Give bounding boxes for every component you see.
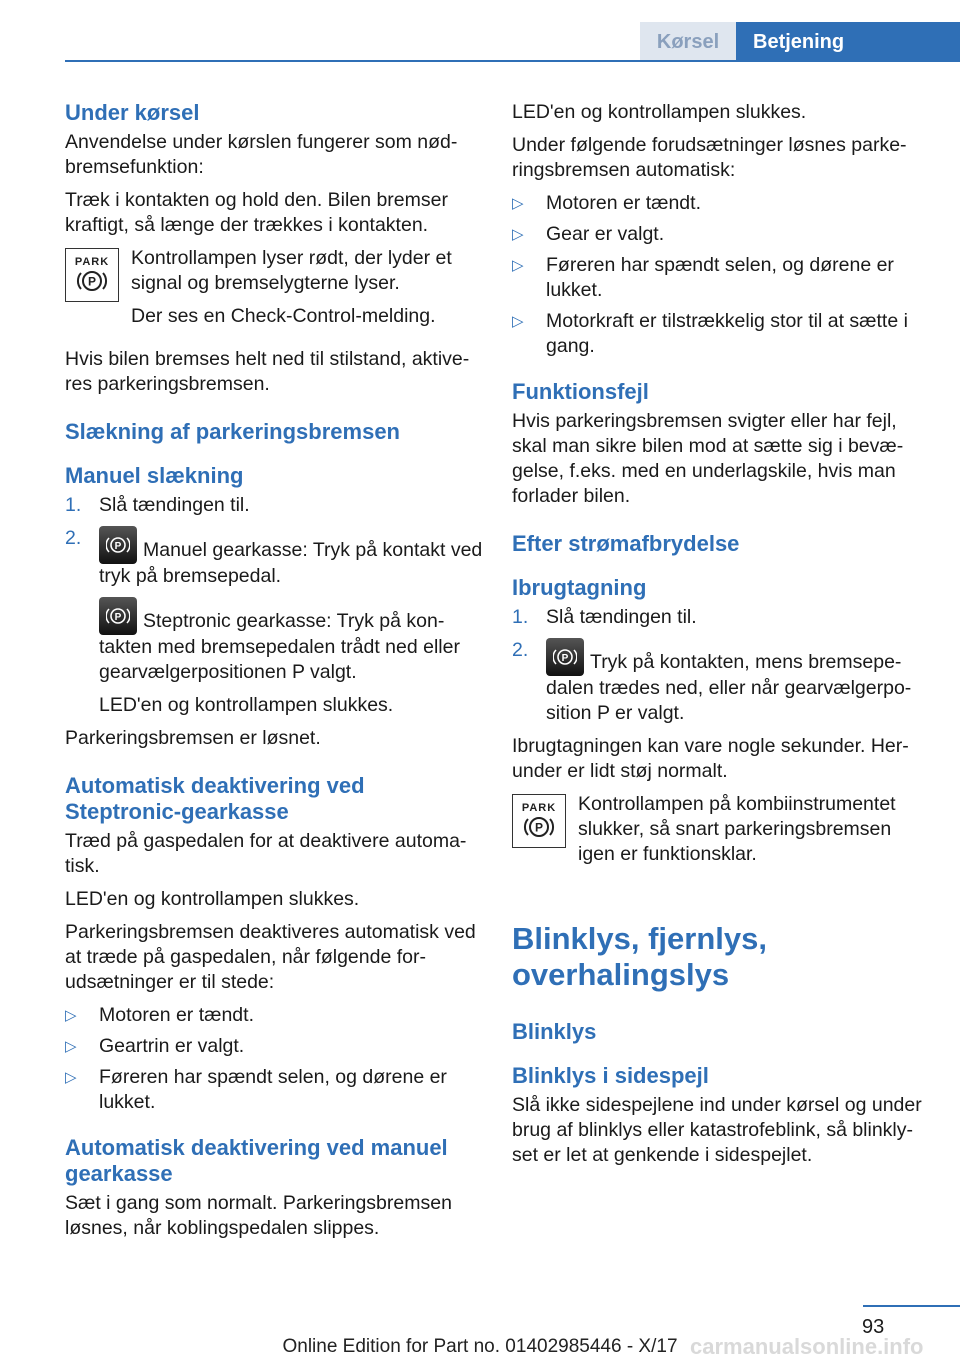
triangle-bullet-icon: ▷ [512,313,524,330]
list-item [65,526,483,589]
park-note [512,792,930,875]
step-text: Steptronic gearkasse: Tryk på kon-takten med bremsepedalen trådt ned eller gearvælgerpositionen P valgt. [99,610,460,683]
bullet-text: Motoren er tændt. [99,1004,254,1026]
header-rule [65,60,960,62]
paragraph: Træd på gaspedalen for at deaktivere automa-tisk. [65,830,467,877]
heading-auto-steptronic: Automatisk deaktivering ved Steptronic-gearkasse [65,773,365,824]
list-item [512,222,930,247]
paragraph: Sæt i gang som normalt. Parkeringsbremsen løsnes, når koblingspedalen slippes. [65,1192,452,1239]
step-subtext [99,597,483,685]
paragraph: Parkeringsbremsen deaktiveres automatisk ved at træde på gaspedalen, når følgende for-udsætninger er til stede: [65,921,476,993]
heading-slaekning: Slækning af parkeringsbremsen [65,419,400,444]
paragraph: Under følgende forudsætninger løsnes parke-ringsbremsen automatisk: [512,134,907,181]
step-number: 2. [65,527,82,549]
list-item [65,1034,483,1059]
svg-text:P: P [534,820,544,835]
triangle-bullet-icon: ▷ [512,195,524,212]
bullet-text: Føreren har spændt selen, og dørene er lukket. [546,254,894,301]
paragraph: Slå ikke sidespejlene ind under kørsel og under brug af blinklys eller katastrofeblink, så blinkly-set er let at genkende i sidespejlet. [512,1094,922,1166]
triangle-bullet-icon: ▷ [512,226,524,243]
heading-auto-manuel: Automatisk deaktivering ved manuel gearkasse [65,1135,448,1186]
list-item [65,493,483,518]
heading-ibrugtagning: Ibrugtagning [512,575,647,600]
park-label: PARK [74,256,110,268]
paragraph: Anvendelse under kørslen fungerer som nød-bremsefunktion: [65,131,458,178]
svg-text:P: P [561,653,569,664]
svg-text:P: P [87,274,97,289]
footer-rule [863,1305,960,1307]
list-item [512,191,930,216]
paragraph: Parkeringsbremsen er løsnet. [65,727,321,749]
park-warning-icon [65,248,119,302]
list-item [512,253,930,303]
edition-text: Online Edition for Part no. 01402985446 - X/17 [282,1336,678,1357]
step-subtext: LED'en og kontrollampen slukkes. [99,694,394,716]
park-note [65,246,483,337]
step-number: 1. [512,606,529,628]
tab-betjening[interactable]: Betjening [736,22,960,62]
heading-manuel-slaekning: Manuel slækning [65,463,244,488]
left-column [65,100,483,1249]
bullet-text: Motorkraft er tilstrækkelig stor til at sætte i gang. [546,310,908,357]
heading-blinklys-sidespejl: Blinklys i sidespejl [512,1063,709,1088]
list-item [65,1003,483,1028]
tab-korsel[interactable]: Kørsel [640,22,736,62]
parking-brake-button-icon [546,638,584,676]
step-text: Tryk på kontakten, mens bremsepe-dalen trædes ned, eller når gearvælgerpo-sition P er valgt. [546,651,912,724]
note-text: Der ses en Check-Control-melding. [131,305,436,327]
heading-blinklys: Blinklys [512,1019,597,1044]
paragraph: Hvis parkeringsbremsen svigter eller har fejl, skal man sikre bilen mod at sætte sig i bevæ-gelse, f.eks. med en underlagskile, hvis man forlader bilen. [512,410,904,507]
step-number: 2. [512,639,529,661]
paragraph: Hvis bilen bremses helt ned til stilstand, aktive-res parkeringsbremsen. [65,348,470,395]
step-text: Slå tændingen til. [546,606,697,628]
heading-blinklys-fjernlys: Blinklys, fjernlys, overhalingslys [512,921,767,992]
step-text: Slå tændingen til. [99,494,250,516]
note-text: Kontrollampen lyser rødt, der lyder et signal og bremselygterne lyser. [131,247,452,294]
paragraph: LED'en og kontrollampen slukkes. [512,101,807,123]
triangle-bullet-icon: ▷ [512,257,524,274]
paragraph: Ibrugtagningen kan vare nogle sekunder. Her-under er lidt støj normalt. [512,735,909,782]
heading-efter-stromafbrydelse: Efter strømafbrydelse [512,531,740,556]
bullet-text: Geartrin er valgt. [99,1035,245,1057]
paragraph: Træk i kontakten og hold den. Bilen bremser kraftigt, så længe der trækkes i kontakten. [65,189,448,236]
list-item [512,309,930,359]
parking-brake-button-icon [99,526,137,564]
triangle-bullet-icon: ▷ [65,1069,77,1086]
paragraph: LED'en og kontrollampen slukkes. [65,888,360,910]
park-label: PARK [521,802,557,814]
parking-brake-button-icon [99,597,137,635]
heading-under-korsel: Under kørsel [65,100,200,125]
page-number: 93 [862,1316,885,1338]
list-item [512,638,930,726]
watermark: carmanualsonline.info [690,1334,924,1359]
bullet-text: Gear er valgt. [546,223,665,245]
park-warning-icon [512,794,566,848]
bullet-text: Føreren har spændt selen, og dørene er lukket. [99,1066,447,1113]
triangle-bullet-icon: ▷ [65,1007,77,1024]
step-number: 1. [65,494,82,516]
svg-text:P: P [114,612,122,623]
heading-funktionsfejl: Funktionsfejl [512,379,649,404]
svg-text:P: P [114,541,122,552]
note-text: Kontrollampen på kombiinstrumentet slukker, så snart parkeringsbremsen igen er funktionsklar. [578,793,896,865]
bullet-text: Motoren er tændt. [546,192,701,214]
right-column [512,100,930,1176]
step-text: Manuel gearkasse: Tryk på kontakt ved tryk på bremsepedal. [99,539,483,587]
list-item [65,1065,483,1115]
triangle-bullet-icon: ▷ [65,1038,77,1055]
list-item [512,605,930,630]
